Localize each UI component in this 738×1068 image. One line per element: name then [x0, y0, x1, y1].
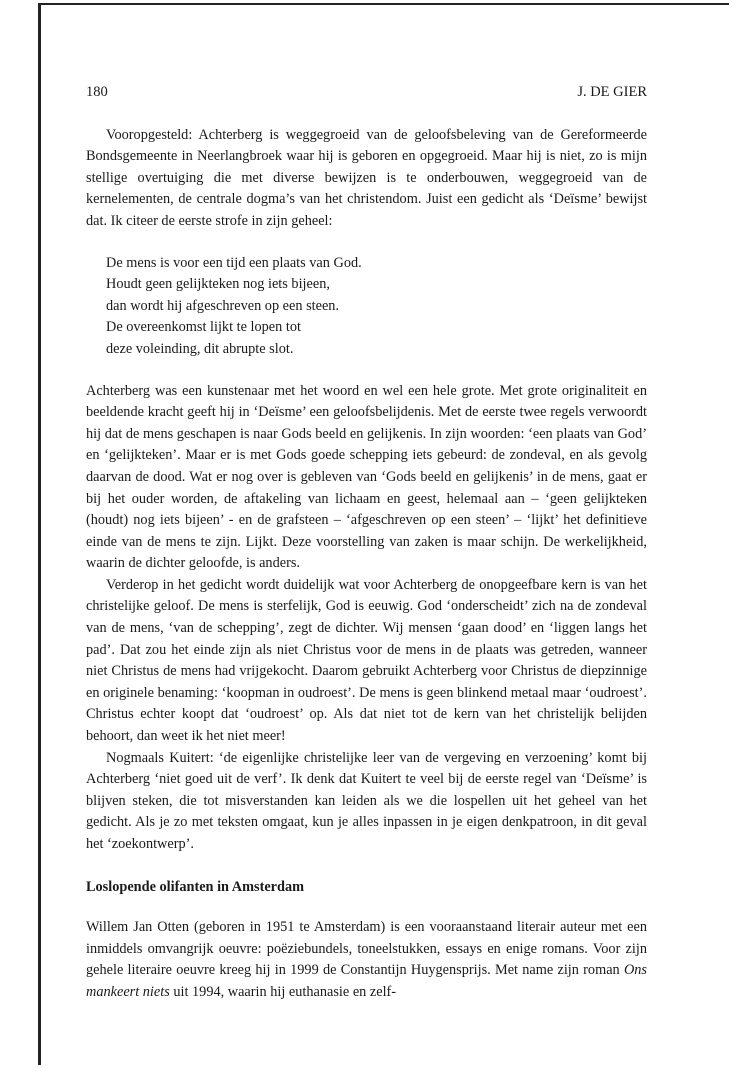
poem-line: De overeenkomst lijkt te lopen tot	[106, 319, 301, 336]
poem-line: Houdt geen gelijkteken nog iets bijeen,	[106, 276, 330, 293]
section-heading: Loslopende olifanten in Amsterdam	[86, 878, 305, 895]
running-header	[86, 82, 647, 104]
poem-line: De mens is voor een tijd een plaats van God.	[106, 254, 362, 271]
poem-line: deze voleinding, dit abrupte slot.	[106, 340, 294, 357]
paragraph-kuitert: Nogmaals Kuitert: ‘de eigenlijke christelijke leer van de vergeving en verzoening’ komt bij Achterberg ‘niet goed uit de verf’. Ik denk dat Kuitert te veel bij de eerste regel van ‘Deïsme’ is blijven steken, die tot misverstanden kan leiden als we die lospellen uit het geheel van het gedicht. Als je zo met teksten omgaat, kun je alles inpassen in je eigen denkpatroon, in dit geval het ‘zoekontwerp’.	[86, 749, 647, 852]
scan-border-top	[38, 3, 729, 5]
page-number: 180	[86, 84, 108, 100]
poem-stanza	[106, 253, 647, 361]
page-content	[86, 82, 647, 1004]
paragraph-core: Verderop in het gedicht wordt duidelijk wat voor Achterberg de onopgeefbare kern is van het christelijke geloof. De mens is sterfelijk, God is eeuwig. God ‘onderscheidt’ zich na de zondeval van de mens, ‘van de schepping’, zegt de dichter. Wij mensen ‘gaan dood’ en ‘liggen langs het pad’. Dat zou het einde zijn als niet Christus voor de mens in de plaats was getreden, wanneer niet Christus de mens had vrijgekocht. Daarom gebruikt Achterberg voor Christus de diepzinnige en originele benaming: ‘koopman in oudroest’. De mens is geen blinkend metaal maar ‘oudroest’. Christus echter koopt dat ‘oudroest’ op. Als dat niet tot de kern van het christelijk belijden behoort, dan weet ik het niet meer!	[86, 576, 647, 745]
book-title: Ons mankeert niets	[86, 962, 647, 1000]
poem-line: dan wordt hij afgeschreven op een steen.	[106, 297, 340, 314]
scan-border-left	[38, 3, 41, 1065]
paragraph-intro: Vooropgesteld: Achterberg is weggegroeid van de geloofsbeleving van de Gereformeerde Bondsgemeente in Neerlangbroek waar hij is geboren en opgegroeid. Maar hij is niet, zo is mijn stellige overtuiging die met diverse bewijzen is te onderbouwen, weggegroeid van de kernelementen, de centrale dogma’s van het christendom. Juist een gedicht als ‘Deïsme’ bewijst dat. Ik citeer de eerste strofe in zijn geheel:	[86, 126, 647, 229]
otten-text-start: Willem Jan Otten (geboren in 1951 te Amsterdam) is een vooraanstaand literair auteur met een inmiddels omvangrijk oeuvre: poëziebundels, toneelstukken, essays en enige romans. Voor zijn gehele literaire oeuvre kreeg hij in 1999 de Constantijn Huygensprijs. Met name zijn roman	[86, 919, 647, 979]
otten-text-end: uit 1994, waarin hij euthanasie en zelf-	[169, 983, 397, 1000]
running-title: J. DE GIER	[577, 84, 647, 100]
paragraph-otten	[86, 917, 647, 1003]
paragraph-analysis: Achterberg was een kunstenaar met het woord en wel een hele grote. Met grote originaliteit en beeldende kracht geeft hij in ‘Deïsme’ een geloofsbelijdenis. Met de eerste twee regels verwoordt hij dat de mens geschapen is naar Gods beeld en gelijkenis. In zijn woorden: ‘een plaats van God’ en ‘gelijkteken’. Maar er is met Gods goede schepping iets gebeurd: de zondeval, en als gevolg daarvan de dood. Wat er nog over is gebleven van ‘Gods beeld en gelijkenis’ in de mens, gaat er bij het ouder worden, de aftakeling van lichaam en geest, helemaal aan – ‘geen gelijkteken (houdt) nog iets bijeen’ - en de grafsteen – ‘afgeschreven op een steen’ – ‘lijkt’ het definitieve einde van de mens te zijn. Lijkt. Deze voorstelling van zaken is maar schijn. De werkelijkheid, waarin de dichter geloofde, is anders.	[86, 382, 647, 572]
